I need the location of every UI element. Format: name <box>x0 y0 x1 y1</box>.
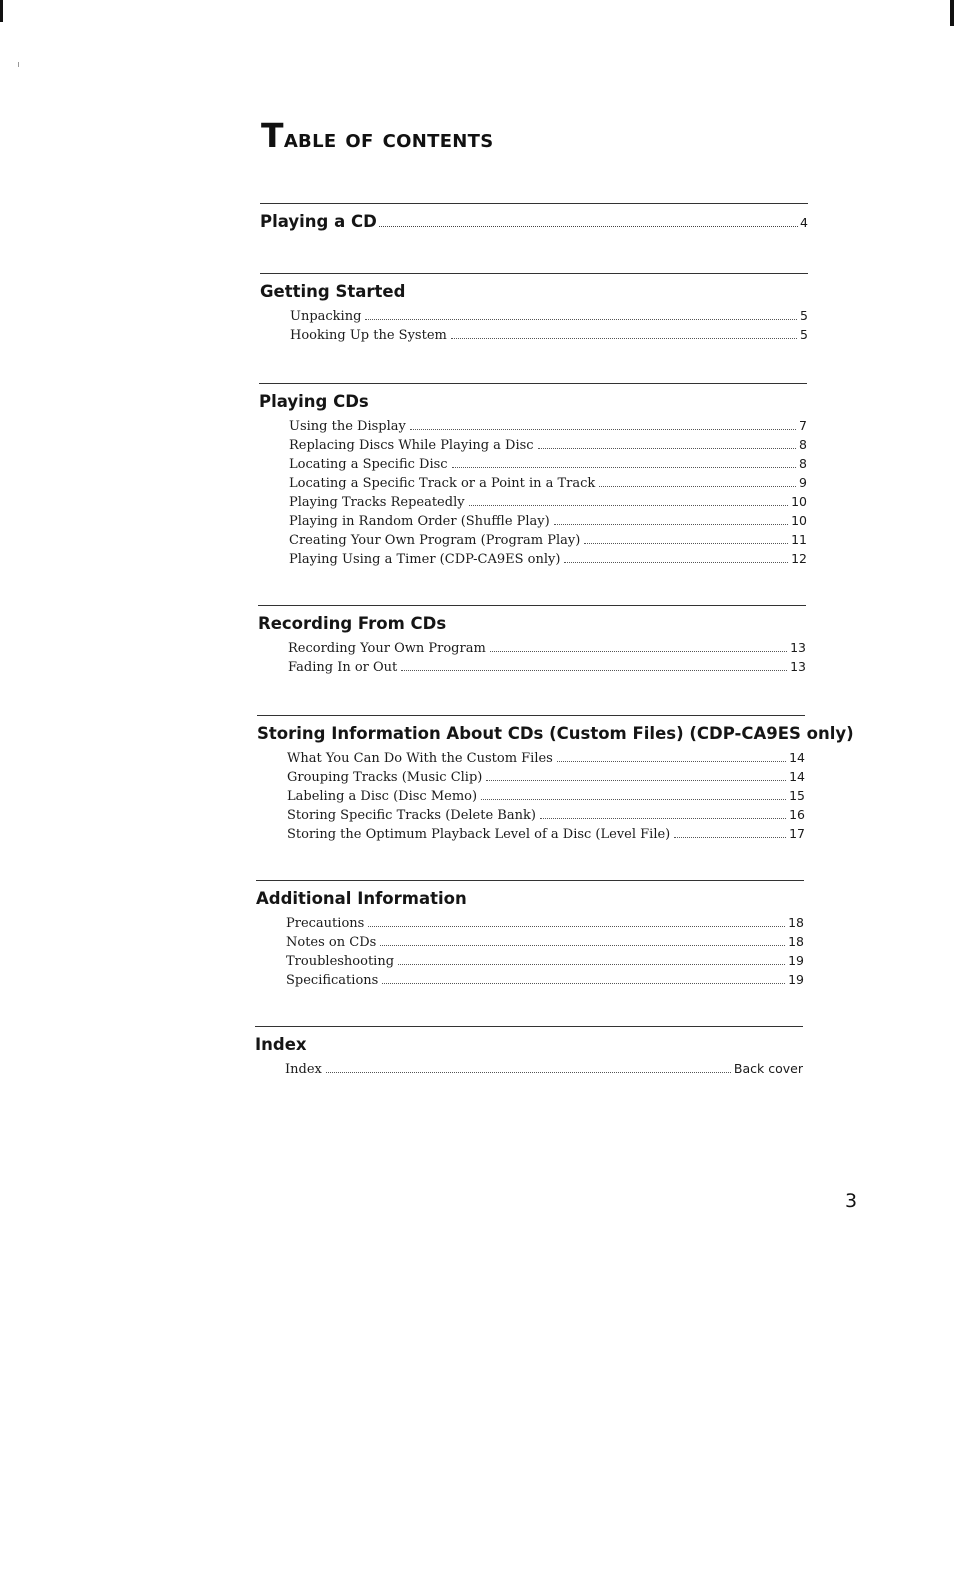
section-divider <box>259 383 807 384</box>
dot-leader <box>490 651 787 652</box>
entry-title: Playing in Random Order (Shuffle Play) <box>289 514 550 529</box>
dot-leader <box>380 945 785 946</box>
toc-section-getting-started <box>260 273 808 346</box>
toc-link-playing-a-cd[interactable] <box>260 212 808 233</box>
section-heading: Getting Started <box>260 282 406 301</box>
page-ref: 13 <box>790 659 806 674</box>
toc-section-additional-information <box>256 880 804 991</box>
toc-entry[interactable] <box>289 418 807 437</box>
page-ref: 14 <box>789 769 805 784</box>
entry-title: Storing the Optimum Playback Level of a Disc (Level File) <box>287 827 671 842</box>
entry-title: Recording Your Own Program <box>288 641 486 656</box>
page-ref: 19 <box>788 953 804 968</box>
toc-entry[interactable] <box>286 953 804 972</box>
toc-section-playing-a-cd <box>260 203 808 233</box>
toc-entry[interactable] <box>286 972 804 991</box>
entry-title: Precautions <box>286 916 365 931</box>
page-title <box>261 116 494 155</box>
entry-title: Troubleshooting <box>286 954 395 969</box>
page-ref: 11 <box>791 532 807 547</box>
dot-leader <box>469 505 789 506</box>
dot-leader <box>486 780 786 781</box>
crop-mark-left <box>0 0 3 22</box>
entry-title: Locating a Specific Track or a Point in a Track <box>289 476 596 491</box>
toc-entry[interactable] <box>286 915 804 934</box>
toc-entry[interactable] <box>289 532 807 551</box>
dot-leader <box>398 964 785 965</box>
dot-leader <box>554 524 788 525</box>
entry-title: Locating a Specific Disc <box>289 457 448 472</box>
dot-leader <box>599 486 796 487</box>
page-ref: 17 <box>789 826 805 841</box>
entry-title: Grouping Tracks (Music Clip) <box>287 770 483 785</box>
page-ref: 7 <box>799 418 807 433</box>
entry-title: Unpacking <box>290 309 362 324</box>
toc-section-playing-cds <box>259 383 807 570</box>
page-title-initial: T <box>261 116 284 155</box>
page-number: 3 <box>845 1190 858 1212</box>
section-heading: Playing a CD <box>260 212 377 231</box>
page-ref: 10 <box>791 494 807 509</box>
entry-title: Index <box>285 1062 322 1077</box>
section-divider <box>256 880 804 881</box>
toc-entry[interactable] <box>289 513 807 532</box>
entry-list <box>260 308 808 346</box>
dot-leader <box>379 226 798 227</box>
page-ref: 18 <box>788 934 804 949</box>
page-ref: 13 <box>790 640 806 655</box>
section-divider <box>260 203 808 204</box>
page-ref: 12 <box>791 551 807 566</box>
section-heading: Additional Information <box>256 889 467 908</box>
entry-title: Fading In or Out <box>288 660 398 675</box>
page-ref: 9 <box>799 475 807 490</box>
section-divider <box>258 605 806 606</box>
page-ref: 18 <box>788 915 804 930</box>
toc-entry[interactable] <box>287 750 805 769</box>
entry-title: Playing Using a Timer (CDP-CA9ES only) <box>289 552 561 567</box>
page-ref: 15 <box>789 788 805 803</box>
toc-entry[interactable] <box>288 659 806 678</box>
section-divider <box>257 715 805 716</box>
toc-entry[interactable] <box>289 456 807 475</box>
page-ref: 8 <box>799 437 807 452</box>
dot-leader <box>401 670 787 671</box>
entry-title: What You Can Do With the Custom Files <box>287 751 553 766</box>
entry-title: Storing Specific Tracks (Delete Bank) <box>287 808 536 823</box>
page-title-rest: able of contents <box>283 124 494 153</box>
page-ref: 4 <box>800 215 808 230</box>
dot-leader <box>540 818 786 819</box>
section-heading: Storing Information About CDs (Custom Files) (CDP-CA9ES only) <box>257 724 854 743</box>
entry-list <box>259 418 807 570</box>
page-ref: 16 <box>789 807 805 822</box>
dot-leader <box>365 319 797 320</box>
toc-section-storing-information <box>257 715 854 845</box>
toc-entry[interactable] <box>285 1061 803 1080</box>
dot-leader <box>674 837 786 838</box>
dot-leader <box>584 543 788 544</box>
toc-entry[interactable] <box>287 788 805 807</box>
page-ref: 8 <box>799 456 807 471</box>
toc-entry[interactable] <box>289 494 807 513</box>
toc-entry[interactable] <box>287 807 805 826</box>
entry-title: Using the Display <box>289 419 406 434</box>
dot-leader <box>368 926 785 927</box>
section-divider <box>255 1026 803 1027</box>
toc-entry[interactable] <box>287 826 805 845</box>
entry-list <box>255 1061 803 1080</box>
entry-title: Specifications <box>286 973 379 988</box>
section-heading: Index <box>255 1035 307 1054</box>
toc-entry[interactable] <box>290 327 808 346</box>
toc-entry[interactable] <box>286 934 804 953</box>
page-ref: 14 <box>789 750 805 765</box>
entry-title: Replacing Discs While Playing a Disc <box>289 438 534 453</box>
toc-entry[interactable] <box>289 437 807 456</box>
entry-title: Playing Tracks Repeatedly <box>289 495 465 510</box>
entry-list <box>256 915 804 991</box>
page-ref: 5 <box>800 308 808 323</box>
page-ref: Back cover <box>733 1061 803 1076</box>
toc-section-recording-from-cds <box>258 605 806 678</box>
toc-entry[interactable] <box>289 475 807 494</box>
toc-entry[interactable] <box>289 551 807 570</box>
page-ref: 5 <box>800 327 808 342</box>
dot-leader <box>538 448 796 449</box>
scan-speck <box>18 62 19 67</box>
page-ref: 10 <box>791 513 807 528</box>
toc-entry[interactable] <box>290 308 808 327</box>
entry-list <box>257 750 805 845</box>
toc-section-index <box>255 1026 803 1080</box>
crop-mark-right <box>950 0 954 26</box>
section-divider <box>260 273 808 274</box>
section-heading: Recording From CDs <box>258 614 447 633</box>
toc-entry[interactable] <box>288 640 806 659</box>
dot-leader <box>451 338 797 339</box>
entry-title: Labeling a Disc (Disc Memo) <box>287 789 478 804</box>
toc-entry[interactable] <box>287 769 805 788</box>
section-heading: Playing CDs <box>259 392 369 411</box>
dot-leader <box>410 429 796 430</box>
dot-leader <box>557 761 786 762</box>
dot-leader <box>452 467 796 468</box>
dot-leader <box>326 1072 731 1073</box>
entry-title: Notes on CDs <box>286 935 377 950</box>
dot-leader <box>564 562 788 563</box>
entry-title: Creating Your Own Program (Program Play) <box>289 533 581 548</box>
entry-list <box>258 640 806 678</box>
page-ref: 19 <box>788 972 804 987</box>
entry-title: Hooking Up the System <box>290 328 447 343</box>
dot-leader <box>481 799 786 800</box>
dot-leader <box>382 983 785 984</box>
